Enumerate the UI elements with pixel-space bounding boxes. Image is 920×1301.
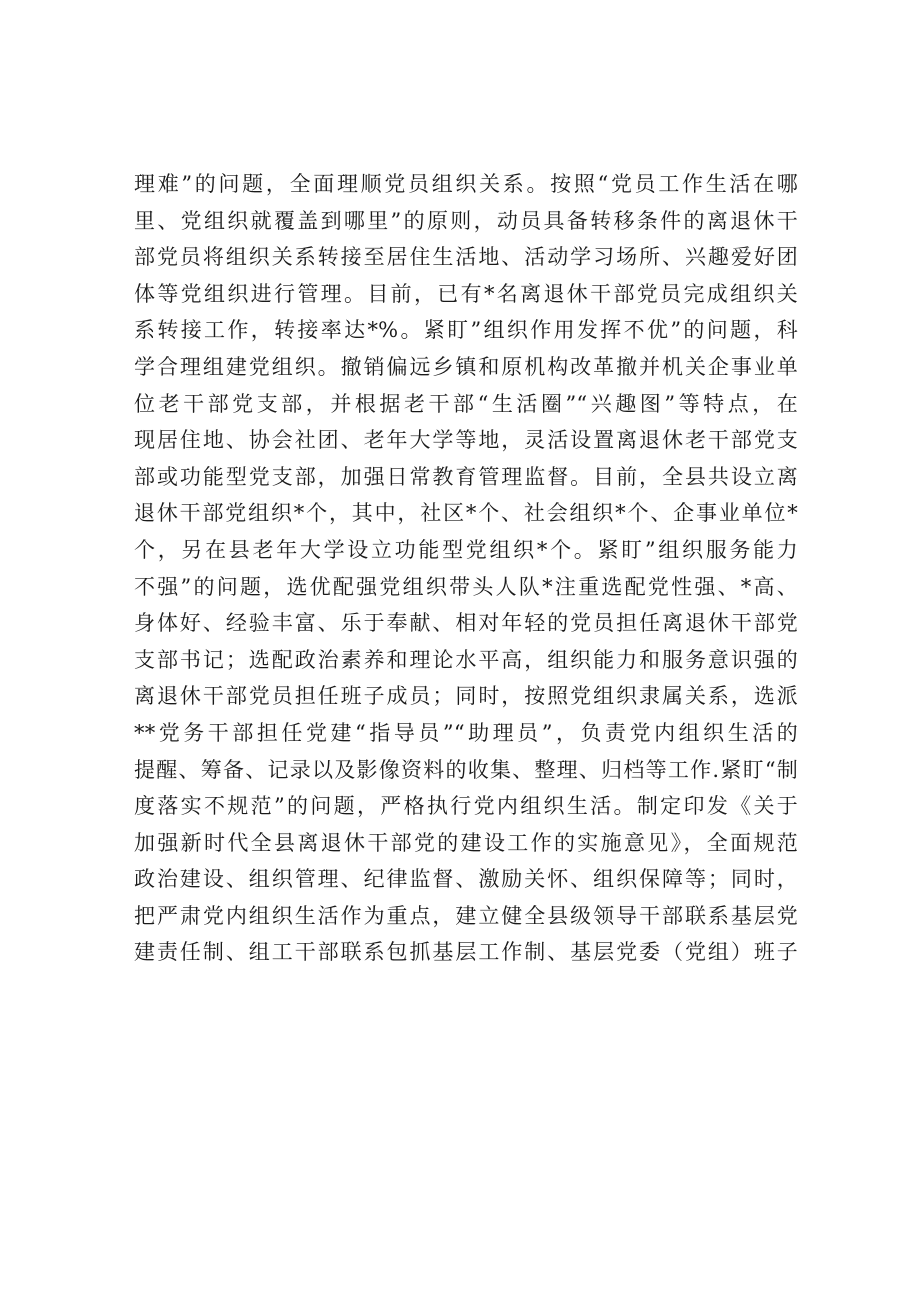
text-line: 把严肃党内组织生活作为重点，建立健全县级领导干部联系基层党: [134, 903, 798, 928]
text-line: 建责任制、组工干部联系包抓基层工作制、基层党委（党组）班子: [134, 940, 798, 965]
text-line: 度落实不规范”的问题，严格执行党内组织生活。制定印发《关于: [134, 794, 798, 819]
text-line: 体等党组织进行管理。目前，已有*名离退休干部党员完成组织关: [134, 281, 798, 306]
text-line: 学合理组建党组织。撤销偏远乡镇和原机构改革撤并机关企事业单: [134, 354, 798, 379]
text-line: 离退休干部党员担任班子成员；同时，按照党组织隶属关系，选派: [134, 684, 798, 709]
document-body: [134, 166, 798, 971]
text-line: 个，另在县老年大学设立功能型党组织*个。紧盯”组织服务能力: [134, 537, 798, 562]
text-line: 不强”的问题，选优配强党组织带头人队*注重选配党性强、*高、: [134, 574, 798, 599]
text-line: **党务干部担任党建“指导员”“助理员”，负责党内组织生活的: [134, 720, 798, 745]
text-line: 加强新时代全县离退休干部党的建设工作的实施意见》，全面规范: [134, 830, 798, 855]
text-line: 身体好、经验丰富、乐于奉献、相对年轻的党员担任离退休干部党: [134, 611, 798, 636]
text-line: 部党员将组织关系转接至居住生活地、活动学习场所、兴趣爱好团: [134, 245, 798, 270]
text-line: 支部书记；选配政治素养和理论水平高，组织能力和服务意识强的: [134, 647, 798, 672]
text-line: 位老干部党支部，并根据老干部“生活圈”“兴趣图”等特点，在: [134, 391, 798, 416]
text-line: 政治建设、组织管理、纪律监督、激励关怀、组织保障等；同时，: [134, 867, 798, 892]
text-line: 退休干部党组织*个，其中，社区*个、社会组织*个、企事业单位*: [134, 501, 798, 526]
text-line: 提醒、筹备、记录以及影像资料的收集、整理、归档等工作.紧盯“制: [134, 757, 798, 782]
text-line: 理难”的问题，全面理顺党员组织关系。按照“党员工作生活在哪: [134, 172, 798, 196]
text-line: 里、党组织就覆盖到哪里”的原则，动员具备转移条件的离退休干: [134, 208, 798, 233]
text-line: 部或功能型党支部，加强日常教育管理监督。目前，全县共设立离: [134, 464, 798, 489]
text-line: 现居住地、协会社团、老年大学等地，灵活设置离退休老干部党支: [134, 428, 798, 453]
text-line: 系转接工作，转接率达*%。紧盯”组织作用发挥不优”的问题，科: [134, 318, 798, 343]
